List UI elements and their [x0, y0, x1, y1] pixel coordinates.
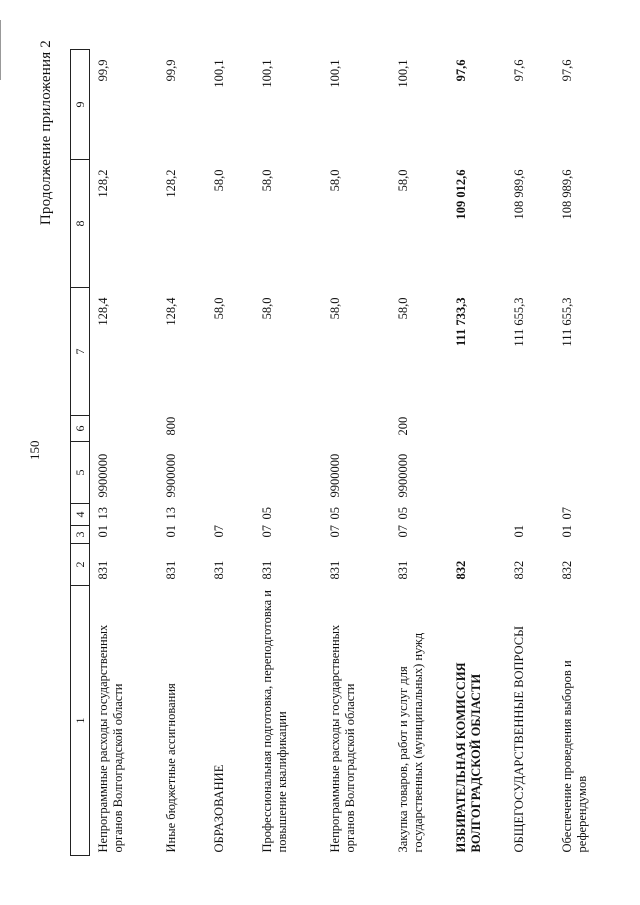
cell-actual: 58,0 — [260, 169, 274, 192]
cell-percent: 99,9 — [164, 59, 178, 82]
cell-target — [206, 442, 254, 504]
cell-admin: 832 — [512, 560, 526, 580]
cell-section: 01 — [512, 525, 526, 538]
cell-type — [254, 416, 322, 442]
col-header-2: 2 — [71, 544, 90, 586]
cell-actual: 128,2 — [96, 169, 110, 198]
budget-table — [70, 49, 602, 856]
row-name: ИЗБИРАТЕЛЬНАЯ КОМИССИЯ ВОЛГОГРАДСКОЙ ОБЛАСТИ — [454, 662, 483, 853]
cell-actual: 108 989,6 — [512, 169, 526, 220]
cell-percent: 97,6 — [512, 59, 526, 82]
cell-percent: 100,1 — [396, 59, 410, 88]
cell-section: 01 — [560, 525, 574, 538]
cell-section: 07 — [260, 525, 274, 538]
table-row — [206, 50, 254, 856]
cell-type — [322, 416, 390, 442]
cell-target — [254, 442, 322, 504]
cell-admin: 831 — [328, 560, 342, 580]
cell-percent: 100,1 — [328, 59, 342, 88]
cell-admin: 832 — [454, 560, 468, 580]
col-header-8: 8 — [71, 160, 90, 288]
cell-target: 9900000 — [164, 453, 178, 498]
cell-admin: 831 — [396, 560, 410, 580]
cell-section — [448, 526, 506, 544]
row-name: ОБЩЕГОСУДАРСТВЕННЫЕ ВОПРОСЫ — [512, 625, 526, 853]
cell-admin: 831 — [96, 560, 110, 580]
rotated-sheet — [0, 20, 640, 880]
page-number: 150 — [27, 440, 42, 460]
row-name: Непрограммные расходы государственных органов Волгоградской области — [96, 624, 125, 853]
cell-type — [206, 416, 254, 442]
cell-actual: 108 989,6 — [560, 169, 574, 220]
cell-section: 01 — [164, 525, 178, 538]
col-header-7: 7 — [71, 288, 90, 416]
cell-section: 07 — [396, 525, 410, 538]
cell-percent: 99,9 — [96, 59, 110, 82]
cell-plan: 58,0 — [212, 297, 226, 320]
table-row — [390, 50, 448, 856]
row-name: Закупка товаров, работ и услуг для государственных (муниципальных) нужд — [396, 632, 425, 853]
table-row — [90, 50, 159, 856]
cell-plan: 58,0 — [396, 297, 410, 320]
cell-target: 9900000 — [396, 453, 410, 498]
cell-plan: 128,4 — [164, 297, 178, 326]
cell-plan: 128,4 — [96, 297, 110, 326]
cell-admin: 831 — [164, 560, 178, 580]
cell-percent: 100,1 — [260, 59, 274, 88]
cell-plan: 111 655,3 — [560, 297, 574, 347]
cell-subsection: 13 — [96, 507, 110, 520]
cell-percent: 97,6 — [560, 59, 574, 82]
col-header-4: 4 — [71, 504, 90, 526]
table-row — [254, 50, 322, 856]
cell-plan: 58,0 — [328, 297, 342, 320]
row-name: Непрограммные расходы государственных органов Волгоградской области — [328, 624, 357, 853]
cell-subsection — [206, 504, 254, 526]
cell-subsection — [448, 504, 506, 526]
col-header-5: 5 — [71, 442, 90, 504]
cell-percent: 100,1 — [212, 59, 226, 88]
scan-edge-line — [0, 20, 1, 80]
col-header-1: 1 — [71, 586, 90, 856]
cell-section: 01 — [96, 525, 110, 538]
cell-actual: 109 012,6 — [454, 169, 468, 220]
cell-actual: 128,2 — [164, 169, 178, 198]
cell-type: 800 — [164, 416, 178, 436]
table-row — [554, 50, 602, 856]
row-name: Иные бюджетные ассигнования — [164, 683, 178, 853]
table-row-bold — [448, 50, 506, 856]
cell-type — [90, 416, 159, 442]
cell-target — [554, 442, 602, 504]
column-number-row — [71, 50, 90, 856]
row-name: Обеспечение проведения выборов и референдумов — [560, 660, 589, 853]
cell-admin: 831 — [260, 560, 274, 580]
cell-subsection: 13 — [164, 507, 178, 520]
continuation-heading: Продолжение приложения 2 — [38, 40, 54, 226]
col-header-3: 3 — [71, 526, 90, 544]
cell-subsection: 07 — [560, 507, 574, 520]
cell-type — [448, 416, 506, 442]
cell-section: 07 — [328, 525, 342, 538]
table-row — [506, 50, 554, 856]
table-row — [158, 50, 206, 856]
cell-admin: 831 — [212, 560, 226, 580]
row-name: ОБРАЗОВАНИЕ — [212, 764, 226, 853]
cell-subsection: 05 — [396, 507, 410, 520]
cell-target: 9900000 — [328, 453, 342, 498]
cell-target — [506, 442, 554, 504]
cell-target — [448, 442, 506, 504]
cell-section: 07 — [212, 525, 226, 538]
cell-actual: 58,0 — [212, 169, 226, 192]
cell-type: 200 — [396, 416, 410, 436]
cell-type — [506, 416, 554, 442]
cell-subsection: 05 — [328, 507, 342, 520]
cell-actual: 58,0 — [328, 169, 342, 192]
col-header-9: 9 — [71, 50, 90, 160]
cell-actual: 58,0 — [396, 169, 410, 192]
cell-percent: 97,6 — [454, 59, 468, 82]
cell-admin: 832 — [560, 560, 574, 580]
cell-plan: 111 655,3 — [512, 297, 526, 347]
cell-type — [554, 416, 602, 442]
cell-subsection: 05 — [260, 507, 274, 520]
cell-plan: 58,0 — [260, 297, 274, 320]
cell-subsection — [506, 504, 554, 526]
col-header-6: 6 — [71, 416, 90, 442]
cell-plan: 111 733,3 — [454, 297, 468, 347]
cell-target: 9900000 — [96, 453, 110, 498]
row-name: Профессиональная подготовка, переподготовка и повышение квалификации — [260, 590, 289, 853]
table-row — [322, 50, 390, 856]
